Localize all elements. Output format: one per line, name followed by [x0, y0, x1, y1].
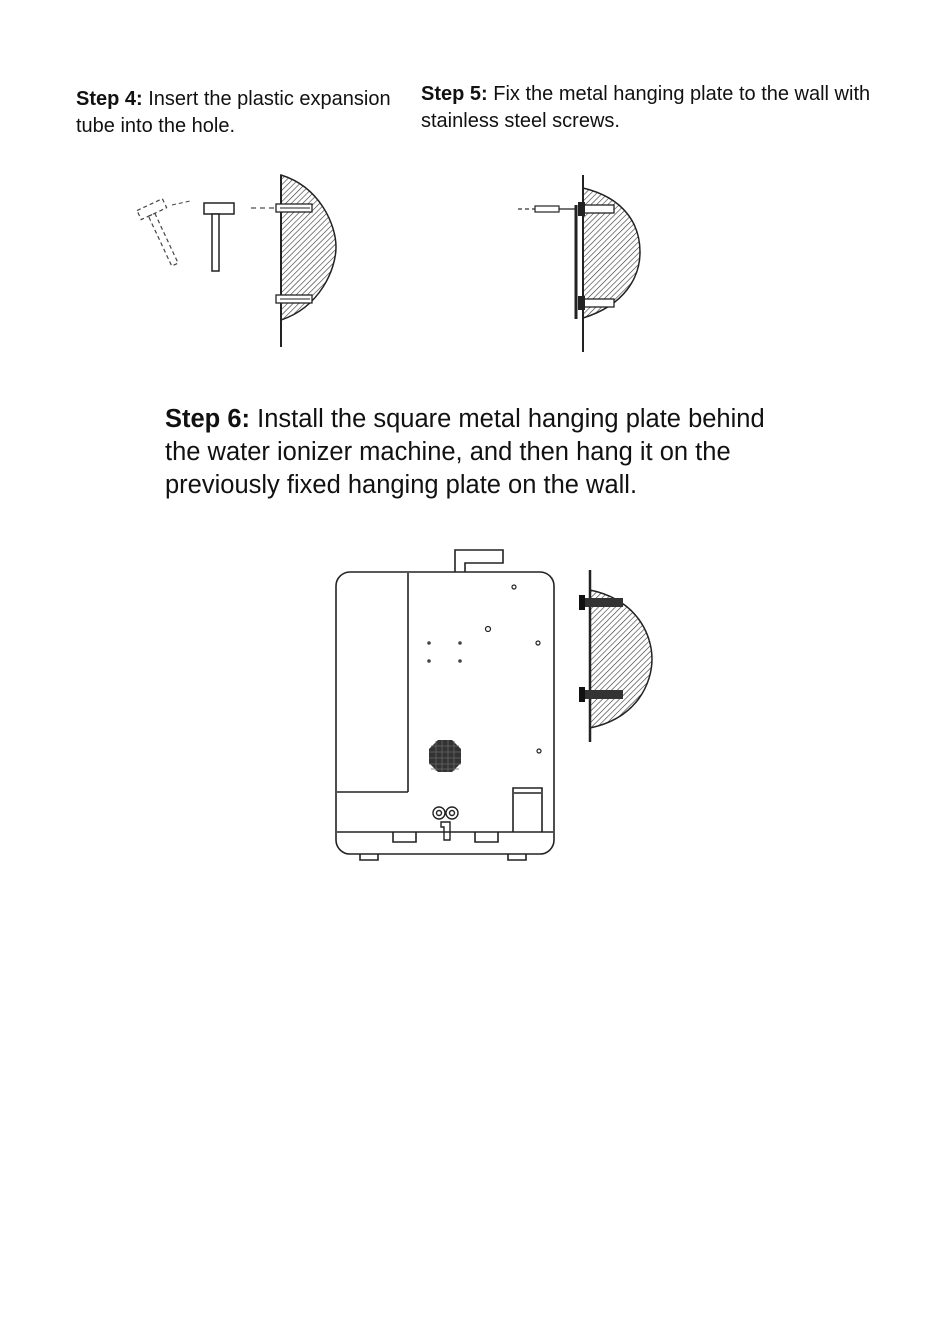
step-6-illustration [320, 540, 660, 865]
step-4-text: Insert the plastic expansion tube into the hole. [76, 88, 391, 137]
step-5-label: Step 5: [421, 83, 488, 105]
swing-line [172, 201, 190, 205]
step-6-instruction [165, 403, 805, 502]
step-6-text: Install the square metal hanging plate behind the water ionizer machine, and then hang it on the previously fixed hanging plate on the wall. [165, 405, 765, 499]
step-5-instruction [421, 81, 891, 135]
step-6-label: Step 6: [165, 405, 251, 433]
fan-vent-icon [429, 740, 461, 772]
expansion-tube-bottom [276, 295, 312, 303]
step-5-text: Fix the metal hanging plate to the wall with stainless steel screws. [421, 83, 871, 132]
wall-cross-section [281, 175, 336, 347]
screw-holes [427, 641, 462, 663]
hammer-icon [204, 203, 234, 271]
wall-cross-section [583, 175, 640, 352]
mounting-holes [486, 585, 542, 753]
screwdriver-icon [518, 206, 576, 212]
step-4-illustration [120, 165, 360, 355]
water-connectors-icon [433, 807, 458, 840]
step-4-label: Step 4: [76, 88, 143, 110]
hammer-motion-ghost-icon [137, 199, 190, 270]
wall-hanging-plate-assembly [579, 570, 652, 742]
expansion-tube-top [276, 204, 312, 212]
step-4-instruction [76, 86, 396, 140]
step-5-illustration [500, 165, 670, 355]
